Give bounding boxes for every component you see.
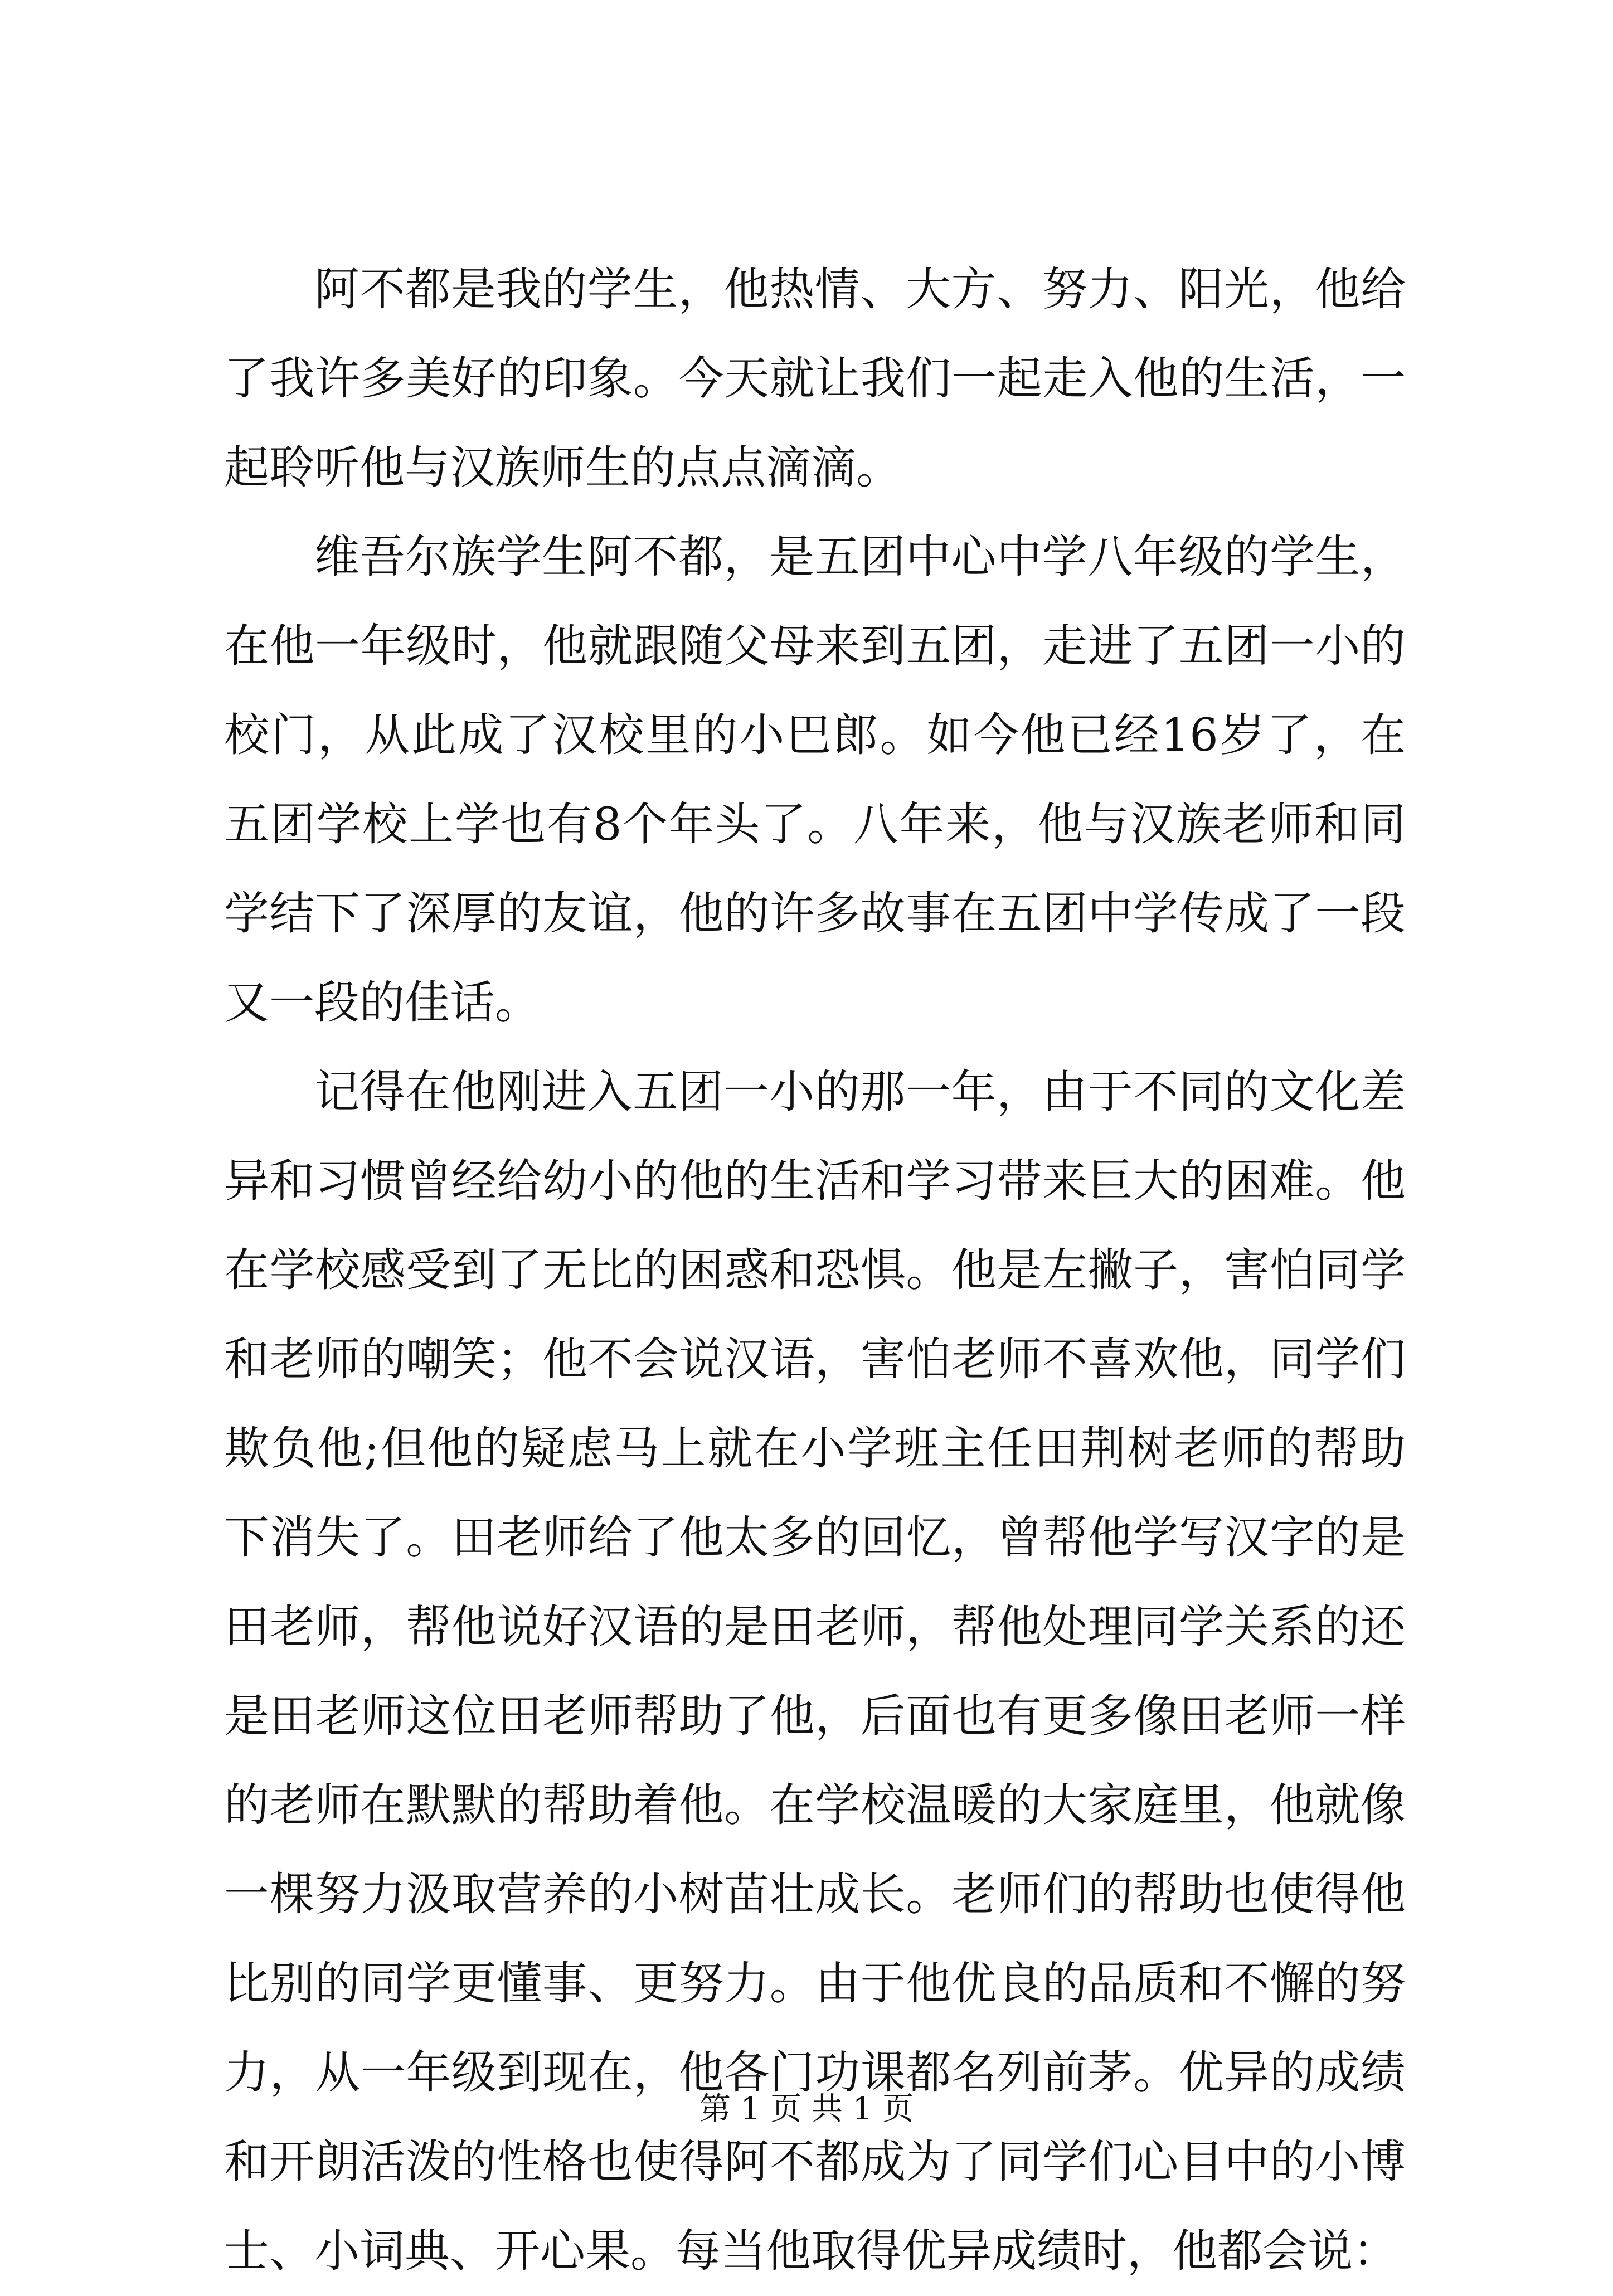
paragraph-1: 阿不都是我的学生，他热情、大方、努力、阳光，他给了我许多美好的印象。今天就让我们一起走入他的生活，一起聆听他与汉族师生的点点滴滴。 bbox=[224, 264, 1406, 494]
body-text bbox=[224, 245, 1406, 2296]
page-footer: 第 1 页 共 1 页 bbox=[699, 2091, 914, 2127]
paragraph-2: 维吾尔族学生阿不都，是五团中心中学八年级的学生，在他一年级时，他就跟随父母来到五团，走进了五团一小的校门，从此成了汉校里的小巴郎。如今他已经16岁了，在五团学校上学也有8个年头了。八年来，他与汉族老师和同学结下了深厚的友谊，他的许多故事在五团中学传成了一段又一段的佳话。 bbox=[224, 531, 1406, 1029]
paragraph-3: 记得在他刚进入五团一小的那一年，由于不同的文化差异和习惯曾经给幼小的他的生活和学习带来巨大的困难。他在学校感受到了无比的困惑和恐惧。他是左撇子，害怕同学和老师的嘲笑；他不会说汉语，害怕老师不喜欢他，同学们欺负他;但他的疑虑马上就在小学班主任田荆树老师的帮助下消失了。田老师给了他太多的回忆，曾帮他学写汉字的是田老师，帮他说好汉语的是田老师，帮他处理同学关系的还是田老师这位田老师帮助了他，后面也有更多像田老师一样的老师在默默的帮助着他。在学校温暖的大家庭里，他就像一棵努力汲取营养的小树苗壮成长。老师们的帮助也使得他比别的同学更懂事、更努力。由于他优良的品质和不懈的努力，从一年级到现在，他各门功课都名列前茅。优异的成绩和开朗活泼的性格也使得阿不都成为了同学们心目中的小博士、小词典、开心果。每当他取得优异成绩时，他都会说： bbox=[224, 1066, 1406, 2278]
